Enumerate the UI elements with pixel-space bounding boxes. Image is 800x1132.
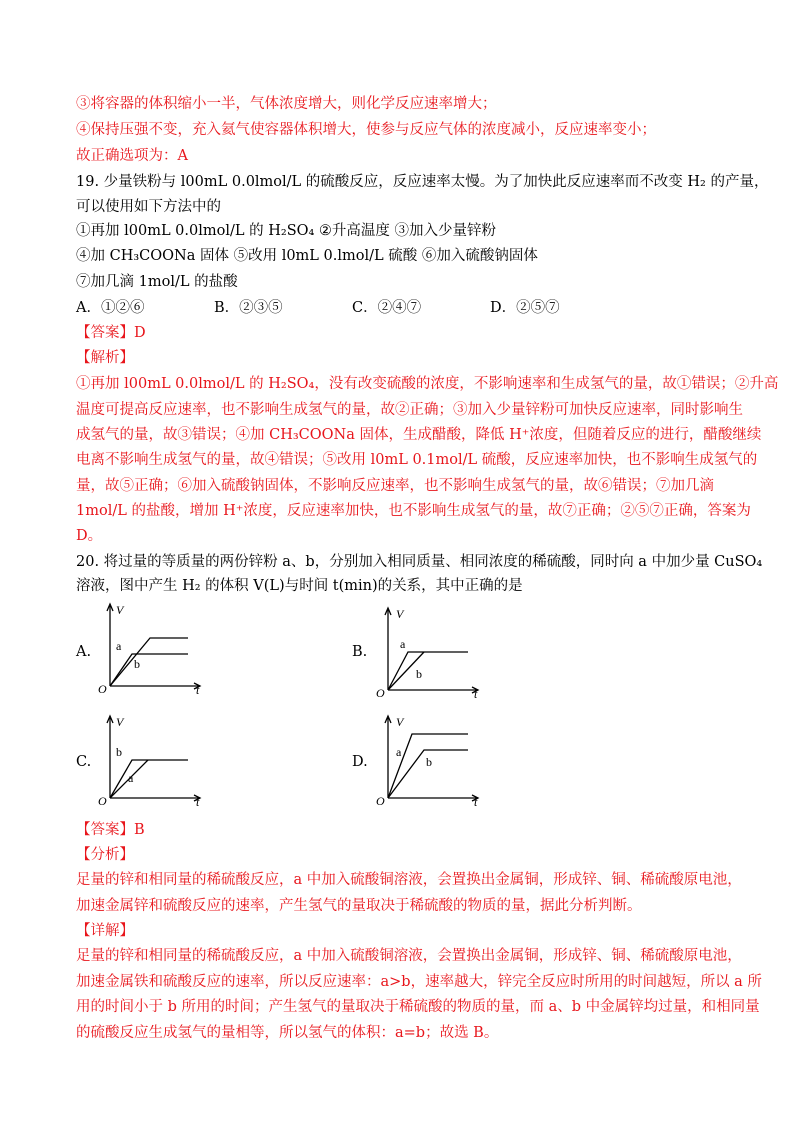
q20-xiangjie-line-4: 的硫酸反应生成氢气的量相等，所以氢气的体积：a=b；故选 B。 <box>76 1025 499 1041</box>
graph-c-label-a: a <box>128 771 134 785</box>
q19-methods-2: ④加 CH₃COONa 固体 ⑤改用 l0mL 0.lmol/L 硫酸 ⑥加入硫酸钠固体 <box>76 248 538 264</box>
q19-analysis-line-2: 温度可提高反应速率，也不影响生成氢气的量，故②正确；③加入少量锌粉可加快反应速率，同时影响生 <box>76 402 743 418</box>
graph-b <box>374 604 484 700</box>
prev-line-4: ④保持压强不变，充入氦气使容器体积增大，使参与反应气体的浓度减小，反应速率变小； <box>76 122 656 138</box>
graph-b-y-label: V <box>396 607 404 621</box>
q20-stem-2: 溶液，图中产生 H₂ 的体积 V(L)与时间 t(min)的关系，其中正确的是 <box>76 578 523 594</box>
prev-conclusion: 故正确选项为：A <box>76 148 188 164</box>
q20-graph-c-label: C. <box>76 754 92 770</box>
q20-stem-1: 20. 将过量的等质量的两份锌粉 a、b，分别加入相同质量、相同浓度的稀硫酸，同时向 a 中加少量 CuSO₄ <box>76 554 763 570</box>
q19-option-c: C．②④⑦ <box>352 300 422 316</box>
graph-c <box>96 712 206 808</box>
graph-c-label-b: b <box>116 745 122 759</box>
q19-analysis-label: 【解析】 <box>76 350 134 366</box>
graph-b-label-a: a <box>400 637 406 651</box>
graph-b-label-b: b <box>416 667 422 681</box>
q19-analysis-line-7: D。 <box>76 528 103 544</box>
q19-analysis-line-5: 量，故⑤正确；⑥加入硫酸钠固体，不影响反应速率，也不影响生成氢气的量，故⑥错误；⑦加几滴 <box>76 478 714 494</box>
q19-answer: 【答案】D <box>76 325 146 341</box>
q20-graph-d-label: D. <box>352 754 368 770</box>
q19-analysis-line-6: 1mol/L 的盐酸，增加 H⁺浓度，反应速率加快，也不影响生成氢气的量，故⑦正确；②⑤⑦正确，答案为 <box>76 503 751 519</box>
graph-d-label-a: a <box>396 745 402 759</box>
graph-b-curve-a <box>388 652 468 690</box>
q20-xiangjie-line-1: 足量的锌和相同量的稀硫酸反应，a 中加入硫酸铜溶液，会置换出金属铜，形成锌、铜、稀硫酸原电池， <box>76 948 742 964</box>
graph-d-label-b: b <box>426 755 432 769</box>
graph-a-curve-a <box>110 638 188 686</box>
graph-c-curve-b <box>110 760 188 798</box>
graph-a-y-label: V <box>116 603 124 617</box>
q20-graph-b-label: B. <box>352 644 368 660</box>
q20-fenxi-line-1: 足量的锌和相同量的稀硫酸反应，a 中加入硫酸铜溶液，会置换出金属铜，形成锌、铜、稀硫酸原电池， <box>76 872 742 888</box>
q20-graph-a-label: A. <box>76 644 92 660</box>
graph-d-origin: O <box>376 794 385 808</box>
q20-fenxi-label: 【分析】 <box>76 847 134 863</box>
q19-option-d: D．②⑤⑦ <box>490 300 560 316</box>
graph-c-y-label: V <box>116 715 124 729</box>
graph-a-label-a: a <box>116 639 122 653</box>
q20-answer: 【答案】B <box>76 822 145 838</box>
graph-d <box>374 712 484 808</box>
q20-xiangjie-line-2: 加速金属铁和硫酸反应的速率，所以反应速率：a>b，速率越大，锌完全反应时所用的时间越短，所以 a 所 <box>76 974 762 990</box>
q19-option-b: B．②③⑤ <box>214 300 283 316</box>
q19-methods-1: ①再加 l00mL 0.0lmol/L 的 H₂SO₄ ②升高温度 ③加入少量锌粉 <box>76 223 497 239</box>
q19-stem-2: 可以使用如下方法中的 <box>76 199 221 215</box>
graph-a-label-b: b <box>134 657 140 671</box>
q20-xiangjie-label: 【详解】 <box>76 923 134 939</box>
graph-a-x-label: t <box>196 683 200 696</box>
q19-analysis-line-4: 电离不影响生成氢气的量，故④错误；⑤改用 l0mL 0.1mol/L 硫酸，反应速率加快，也不影响生成氢气的 <box>76 452 758 468</box>
graph-b-x-label: t <box>474 687 478 700</box>
graph-a-origin: O <box>98 682 107 696</box>
q19-option-a: A．①②⑥ <box>76 300 145 316</box>
graph-d-x-label: t <box>474 795 478 808</box>
graph-d-y-label: V <box>396 715 404 729</box>
graph-c-origin: O <box>98 794 107 808</box>
q19-stem-1: 19. 少量铁粉与 l00mL 0.0lmol/L 的硫酸反应，反应速率太慢。为了加快此反应速率而不改变 H₂ 的产量， <box>76 174 769 190</box>
q20-fenxi-line-2: 加速金属锌和硫酸反应的速率，产生氢气的量取决于稀硫酸的物质的量，据此分析判断。 <box>76 898 642 914</box>
graph-a-curve-b <box>110 654 188 686</box>
q19-analysis-line-1: ①再加 l00mL 0.0lmol/L 的 H₂SO₄，没有改变硫酸的浓度，不影响速率和生成氢气的量，故①错误；②升高 <box>76 376 779 392</box>
q19-analysis-line-3: 成氢气的量，故③错误；④加 CH₃COONa 固体，生成醋酸，降低 H⁺浓度，但随着反应的进行，醋酸继续 <box>76 427 762 443</box>
graph-a <box>96 600 206 696</box>
prev-line-3: ③将容器的体积缩小一半，气体浓度增大，则化学反应速率增大； <box>76 96 497 112</box>
graph-c-x-label: t <box>196 795 200 808</box>
q20-xiangjie-line-3: 用的时间小于 b 所用的时间；产生氢气的量取决于稀硫酸的物质的量，而 a、b 中金属锌均过量，和相同量 <box>76 999 760 1015</box>
q19-methods-3: ⑦加几滴 1mol/L 的盐酸 <box>76 274 238 290</box>
graph-b-origin: O <box>376 686 385 700</box>
